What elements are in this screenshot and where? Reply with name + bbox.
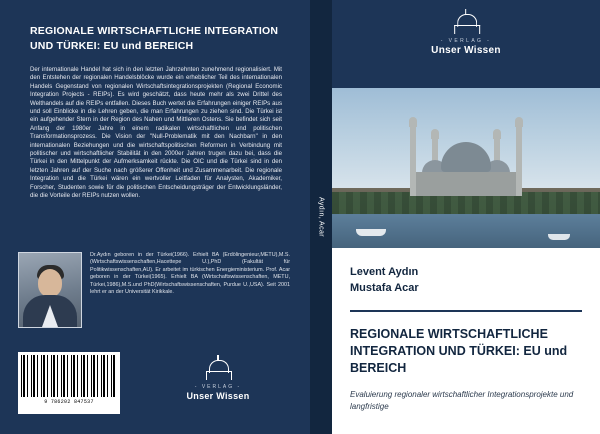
book-spine — [310, 0, 332, 434]
author-name-2: Mustafa Acar — [350, 282, 419, 294]
boat-illustration-2 — [548, 234, 570, 240]
back-cover-blurb: Der internationale Handel hat sich in den letzten Jahrzehnten zunehmend regionalisiert. Mit den Entstehen der regionalen Handelsblöcke wurde ein erheblicher Teil des internationalen Handels Gegenstand von regionalen Wirtschaftsintegrationsprojekten (Regional Economic Integration Projects - REIPs). Es wird geschätzt, dass heute mehr als zwei Drittel des Welthandels auf die REIPs entfallen. Dieses Buch wertet die Erfahrungen einiger REIPs aus und soll Einblicke in die Lehren geben, die man Erfahrungen zu ziehen sind. Die Türkei ist ein aufgehender Stern in der Region des Nahen und Mittleren Ostens. Sie befindet sich seit Anfang der 1980er Jahre in einem radikalen wirtschaftlichen und politischen Transformationsprozess. Die Vision der "Null-Problematik mit den Nachbarn" in den internationalen Beziehungen und die wirtschaftspolitischen Reformen in Verbindung mit politischer und wirtschaftlicher Stabilität in den 2000er Jahren trugen dazu bei, dass die Türkei in den Mittelpunkt der Aufmerksamkeit rückte. Die OIC und die Türkei sind in den letzten Jahren auf der Suche nach größerer Offenheit und Zusammenarbeit. Die regionale Integration und die Türkei wären ein wertvoller Leitfaden für Analysten, Akademiker, Forscher, Studenten sowie für die politischen Entscheidungsträger der Entwicklungsländer, die die Vorteile der REIPs nutzen wollen. — [30, 66, 282, 200]
front-cover-subtitle: Evaluierung regionaler wirtschaftlicher Integrationsprojekte und langfristige — [350, 390, 574, 411]
back-cover-title: REGIONALE WIRTSCHAFTLICHE INTEGRATION UND TÜRKEI: EU und BEREICH — [30, 25, 279, 52]
front-cover-header — [332, 0, 600, 88]
dome-logo-icon-front — [451, 14, 481, 36]
publisher-name-back: Unser Wissen — [186, 391, 250, 401]
dome-logo-icon — [203, 360, 233, 382]
author-photo — [18, 252, 82, 328]
cover-photo-istanbul — [332, 88, 600, 248]
publisher-name-front: Unser Wissen — [431, 45, 501, 56]
author-bio-text: Dr.Aydın geboren in der Türkei(1966). Erhielt BA (Erdölingenieur,METU),M.S. (Wirtschaftswissenschaften,Hacettepe U.),PhD (Fakultät für Politikwissenschaften,AU). Er arbeitet im türkischen Energieministerium. Prof. Acar geboren in der Türkei(1965). Erhielt BA (Wirtschaftswissenschaften, METU, Türkei,1986),M.S.und PhD(Wirtschaftswissenschaften, Purdue U.,USA). Seit 2001 lehrt er an der Universität Kirikkale. — [90, 252, 290, 296]
publisher-tagline-front: - VERLAG - — [440, 38, 492, 44]
author-name-1: Levent Aydın — [350, 266, 419, 278]
barcode-bars — [21, 355, 117, 397]
mosque-illustration — [410, 124, 522, 196]
front-cover-body — [332, 248, 600, 434]
publisher-logo-back — [158, 360, 278, 401]
publisher-tagline-back: - VERLAG - — [194, 384, 242, 390]
author-names — [332, 248, 600, 296]
barcode-number: 9 786202 847537 — [44, 399, 94, 405]
barcode — [18, 352, 120, 414]
author-bio-block — [18, 252, 290, 328]
publisher-logo-front — [431, 14, 501, 56]
front-cover-title: REGIONALE WIRTSCHAFTLICHE INTEGRATION UND TÜRKEI: EU und BEREICH — [350, 327, 568, 375]
front-cover — [332, 0, 600, 434]
boat-illustration — [356, 229, 386, 236]
spine-author-text: Aydın, Acar — [317, 196, 325, 238]
